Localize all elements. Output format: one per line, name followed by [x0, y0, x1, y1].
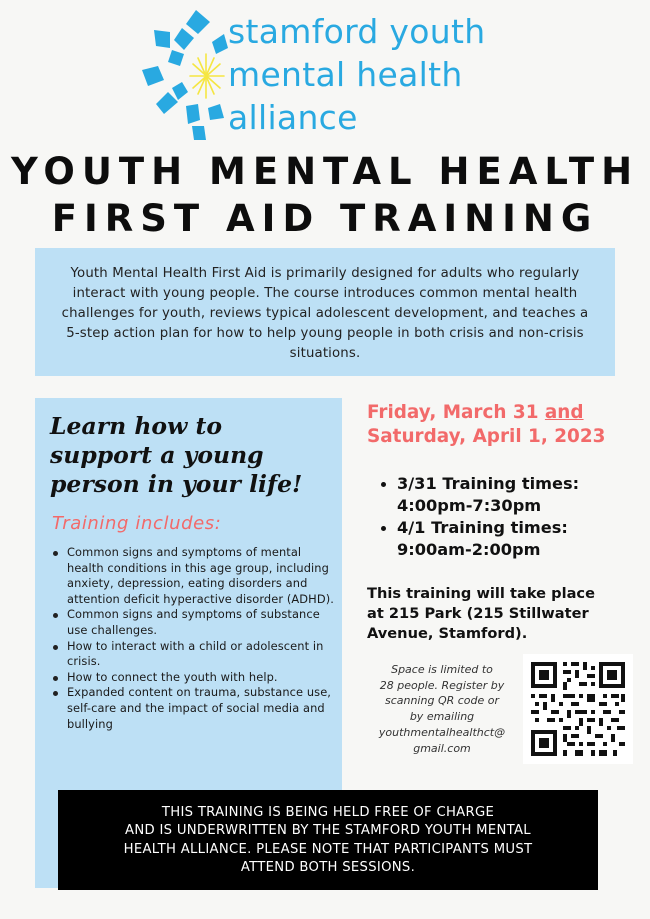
learn-line-2: support a young — [50, 441, 264, 469]
date-line-2: Saturday, April 1, 2023 — [367, 426, 606, 447]
event-dates — [367, 401, 637, 449]
includes-list — [50, 545, 335, 732]
register-line: Space is limited to — [391, 663, 493, 676]
place-line: Avenue, Stamford). — [367, 625, 528, 642]
starburst-logo-icon — [138, 8, 230, 142]
intro-text: Youth Mental Health First Aid is primarily designed for adults who regularly interact with young people. The course introduces common mental health challenges for youth, reviews typical adolescent development, and teaches a 5-step action plan for how to help young people in both crisis and non-crisis situations. — [61, 266, 589, 361]
list-item: Common signs and symptoms of mental health conditions in this age group, including anxiety, depression, eating disorders and attention deficit hyperactive disorder (ADHD). — [50, 545, 335, 607]
register-line: scanning QR code or — [384, 694, 500, 708]
time-value: 9:00am-2:00pm — [397, 540, 541, 559]
learn-line-3: person in your life! — [50, 470, 303, 498]
list-item — [380, 473, 630, 517]
includes-heading: Training includes: — [52, 513, 222, 534]
date-line-1 — [367, 401, 637, 425]
location-text — [367, 584, 637, 644]
time-label: 4/1 Training times: — [397, 518, 568, 537]
training-times — [380, 473, 630, 561]
organization-name — [228, 10, 485, 139]
list-item — [380, 517, 630, 561]
logo-line-2: mental health — [228, 55, 463, 94]
title-line-2: FIRST AID TRAINING — [51, 197, 599, 240]
learn-heading — [50, 412, 340, 499]
logo-line-1: stamford youth — [228, 12, 486, 51]
footer-line: ATTEND BOTH SESSIONS. — [240, 860, 416, 876]
list-item: Common signs and symptoms of substance use challenges. — [50, 607, 335, 638]
date-friday: Friday, March 31 — [367, 402, 545, 423]
register-email-domain[interactable]: gmail.com — [413, 741, 471, 755]
title-line-1: YOUTH MENTAL HEALTH — [10, 150, 640, 193]
time-value: 4:00pm-7:30pm — [397, 496, 542, 515]
time-label: 3/31 Training times: — [397, 474, 580, 493]
list-item: How to interact with a child or adolescent in crisis. — [50, 639, 335, 670]
footer-line: HEALTH ALLIANCE. PLEASE NOTE THAT PARTICIPANTS MUST — [123, 841, 533, 857]
qr-code-icon[interactable] — [523, 654, 633, 764]
list-item: How to connect the youth with help. — [50, 670, 335, 686]
register-email[interactable]: youthmentalhealthct@ — [378, 725, 506, 739]
date-and: and — [544, 402, 584, 423]
list-item: Expanded content on trauma, substance use, self-care and the impact of social media and bullying — [50, 685, 335, 732]
register-line: by emailing — [409, 710, 475, 724]
footer-line: THIS TRAINING IS BEING HELD FREE OF CHARGE — [161, 805, 495, 820]
free-of-charge-banner — [58, 790, 598, 890]
page-title — [0, 148, 650, 242]
learn-line-1: Learn how to — [50, 412, 223, 440]
registration-note — [366, 662, 518, 756]
place-line: This training will take place — [367, 585, 595, 602]
footer-line: AND IS UNDERWRITTEN BY THE STAMFORD YOUTH MENTAL — [125, 823, 531, 839]
register-line: 28 people. Register by — [379, 678, 505, 692]
place-line: at 215 Park (215 Stillwater — [367, 605, 589, 622]
logo-line-3: alliance — [228, 98, 358, 137]
intro-box — [35, 248, 615, 376]
